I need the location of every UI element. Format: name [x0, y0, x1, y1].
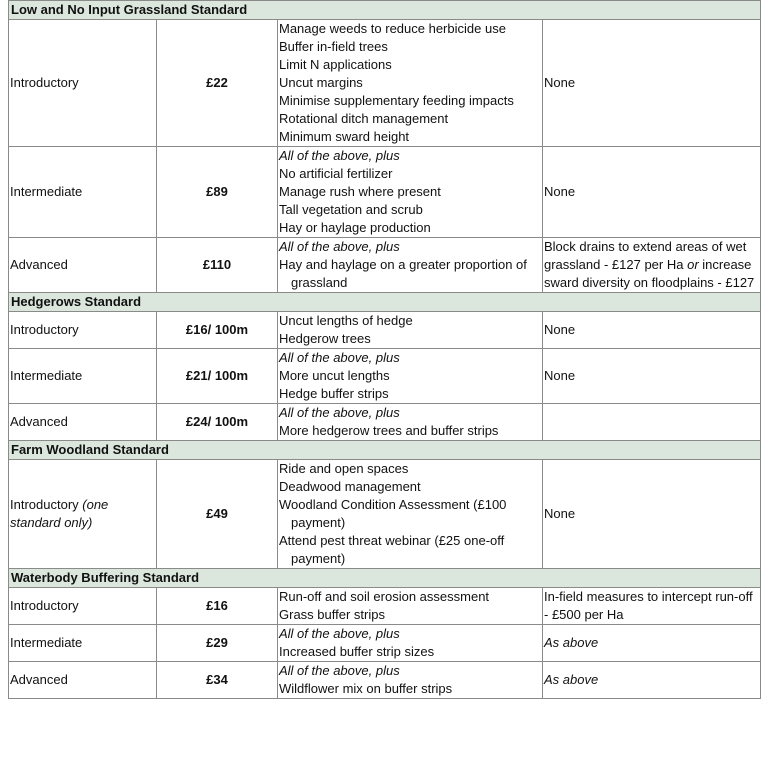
table-row: [9, 312, 761, 349]
supplement-text: None: [544, 322, 576, 337]
section-header-row: [9, 293, 761, 312]
section-title: Low and No Input Grassland Standard: [9, 1, 761, 20]
table-row: [9, 588, 761, 625]
level-cell: [9, 20, 157, 147]
table-row: [9, 20, 761, 147]
section-header-row: [9, 1, 761, 20]
actions-cell: [278, 312, 543, 349]
supplement-cell: [543, 404, 761, 441]
supplement-cell: [543, 147, 761, 238]
supplement-cell: [543, 588, 761, 625]
action-item: Tall vegetation and scrub: [279, 202, 423, 217]
supplement-text: Block drains to extend areas of wet grassland - £127 per Ha: [544, 239, 747, 272]
action-item: Attend pest threat webinar (£25 one-off payment): [279, 533, 505, 566]
table-row: [9, 460, 761, 569]
payment-cell: £16/ 100m: [157, 312, 278, 349]
table-row: [9, 404, 761, 441]
action-item: Deadwood management: [279, 479, 421, 494]
level-cell: [9, 312, 157, 349]
action-item: Ride and open spaces: [279, 461, 409, 476]
level-label: Introductory: [10, 497, 79, 512]
supplement-cell: [543, 349, 761, 404]
payment-cell: £89: [157, 147, 278, 238]
supplement-text: In-field measures to intercept run-off - £500 per Ha: [544, 589, 753, 622]
level-label: Intermediate: [10, 635, 83, 650]
section-header-row: [9, 441, 761, 460]
level-label: Introductory: [10, 598, 79, 613]
action-item: All of the above, plus: [279, 148, 400, 163]
level-cell: [9, 238, 157, 293]
action-item: All of the above, plus: [279, 405, 400, 420]
level-cell: [9, 588, 157, 625]
payment-cell: £21/ 100m: [157, 349, 278, 404]
supplement-cell: [543, 312, 761, 349]
supplement-text: None: [544, 368, 576, 383]
supplement-text: As above: [544, 672, 599, 687]
action-item: All of the above, plus: [279, 350, 400, 365]
actions-cell: [278, 20, 543, 147]
action-item: Rotational ditch management: [279, 111, 449, 126]
action-item: All of the above, plus: [279, 663, 400, 678]
section-title: Hedgerows Standard: [9, 293, 761, 312]
payment-cell: £22: [157, 20, 278, 147]
actions-cell: [278, 147, 543, 238]
supplement-text: As above: [544, 635, 599, 650]
payment-cell: £49: [157, 460, 278, 569]
actions-cell: [278, 238, 543, 293]
supplement-text: None: [544, 506, 576, 521]
action-item: No artificial fertilizer: [279, 166, 393, 181]
actions-cell: [278, 588, 543, 625]
level-cell: [9, 147, 157, 238]
payment-cell: £29: [157, 625, 278, 662]
action-item: Hay and haylage on a greater proportion of grassland: [279, 257, 527, 290]
action-item: Wildflower mix on buffer strips: [279, 681, 453, 696]
supplement-cell: [543, 238, 761, 293]
level-cell: [9, 662, 157, 699]
action-item: Increased buffer strip sizes: [279, 644, 435, 659]
payment-cell: £16: [157, 588, 278, 625]
supplement-cell: [543, 20, 761, 147]
action-item: Manage rush where present: [279, 184, 441, 199]
level-label: Introductory: [10, 322, 79, 337]
action-item: Hedgerow trees: [279, 331, 371, 346]
table-row: [9, 238, 761, 293]
supplement-text: None: [544, 184, 576, 199]
actions-cell: [278, 349, 543, 404]
table-row: [9, 349, 761, 404]
action-item: Hedge buffer strips: [279, 386, 389, 401]
action-item: Manage weeds to reduce herbicide use: [279, 21, 506, 36]
table-row: [9, 662, 761, 699]
level-note: (one standard only): [10, 497, 109, 530]
table-row: [9, 625, 761, 662]
level-label: Advanced: [10, 672, 68, 687]
action-item: Uncut margins: [279, 75, 363, 90]
section-title: Farm Woodland Standard: [9, 441, 761, 460]
action-item: More hedgerow trees and buffer strips: [279, 423, 499, 438]
action-item: Hay or haylage production: [279, 220, 431, 235]
action-item: Uncut lengths of hedge: [279, 313, 413, 328]
level-label: Advanced: [10, 257, 68, 272]
action-item: All of the above, plus: [279, 239, 400, 254]
level-cell: [9, 460, 157, 569]
table-row: [9, 147, 761, 238]
standards-table: [8, 0, 761, 699]
action-item: Woodland Condition Assessment (£100 payment): [279, 497, 507, 530]
action-item: Run-off and soil erosion assessment: [279, 589, 490, 604]
action-item: Grass buffer strips: [279, 607, 385, 622]
payment-cell: £110: [157, 238, 278, 293]
action-item: Buffer in-field trees: [279, 39, 388, 54]
actions-cell: [278, 460, 543, 569]
action-item: All of the above, plus: [279, 626, 400, 641]
section-title: Waterbody Buffering Standard: [9, 569, 761, 588]
supplement-cell: [543, 460, 761, 569]
level-cell: [9, 404, 157, 441]
action-item: More uncut lengths: [279, 368, 390, 383]
level-label: Advanced: [10, 414, 68, 429]
payment-cell: £34: [157, 662, 278, 699]
action-item: Minimum sward height: [279, 129, 410, 144]
level-cell: [9, 625, 157, 662]
supplement-text: or: [687, 257, 699, 272]
supplement-text: None: [544, 75, 576, 90]
action-item: Limit N applications: [279, 57, 392, 72]
level-cell: [9, 349, 157, 404]
standards-table-body: [9, 1, 761, 699]
supplement-cell: [543, 662, 761, 699]
action-item: Minimise supplementary feeding impacts: [279, 93, 514, 108]
level-label: Intermediate: [10, 368, 83, 383]
supplement-cell: [543, 625, 761, 662]
actions-cell: [278, 662, 543, 699]
actions-cell: [278, 404, 543, 441]
actions-cell: [278, 625, 543, 662]
supplement-text: increase sward diversity on floodplains - £127: [544, 257, 755, 290]
level-label: Intermediate: [10, 184, 83, 199]
level-label: Introductory: [10, 75, 79, 90]
section-header-row: [9, 569, 761, 588]
payment-cell: £24/ 100m: [157, 404, 278, 441]
